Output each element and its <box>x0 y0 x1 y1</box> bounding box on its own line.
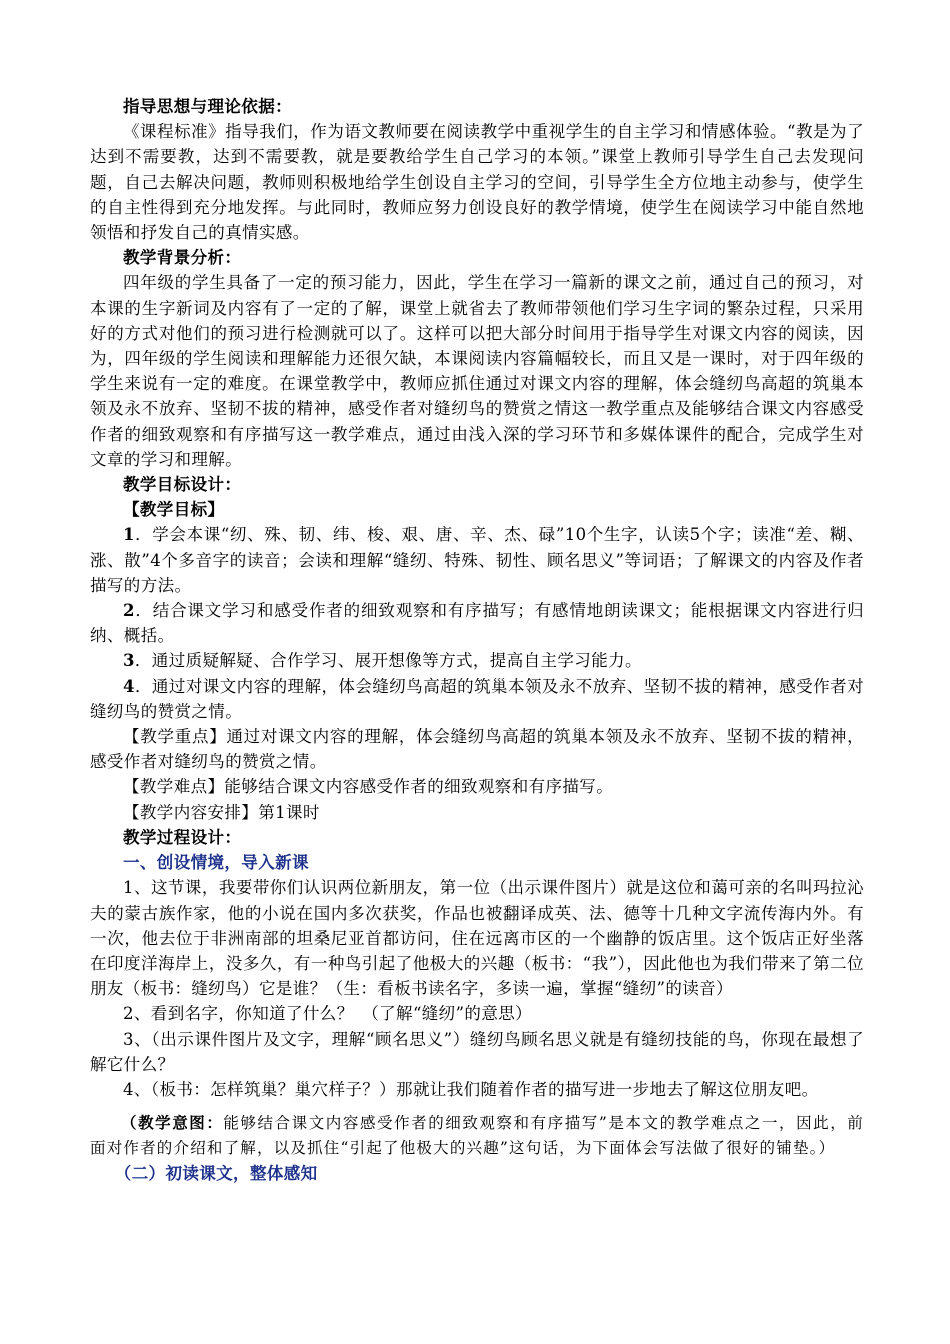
intent-text: 能够结合课文内容感受作者的细致观察和有序描写”是本文的教学难点之一，因此，前面对作者的介绍和了解，以及抓住“引起了他极大的兴趣”这句话，为下面体会写法做了很好的铺垫。） <box>90 1114 864 1158</box>
step1-heading: 一、创设情境，导入新课 <box>123 853 309 873</box>
goal-item-3 <box>90 648 864 673</box>
goal-number: 2 <box>123 601 135 621</box>
step1-paragraph-4: 4、（板书：怎样筑巢？巢穴样子？）那就让我们随着作者的描写进一步地去了解这位朋友吧。 <box>123 1079 819 1099</box>
goal-number: 1 <box>123 525 135 545</box>
arrangement-paragraph: 【教学内容安排】第1课时 <box>123 802 320 822</box>
guiding-paragraph: 《课程标准》指导我们，作为语文教师要在阅读教学中重视学生的自主学习和情感体验。“教是为了达到不需要教，达到不需要教，就是要教给学生自己学习的本领。”课堂上教师引导学生自己去发现问题，自己去解决问题，教师则积极地给学生创设自主学习的空间，引导学生全方位地主动参与，使学生的自主性得到充分地发挥。与此同时，教师应努力创设良好的教学情境，使学生在阅读学习中能自然地领悟和抒发自己的真情实感。 <box>90 122 864 243</box>
step2-heading: （二）初读课文，整体感知 <box>114 1164 318 1184</box>
teaching-intent-note <box>90 1110 864 1161</box>
goal-text: ．学会本课“纫、殊、韧、纬、梭、艰、唐、辛、杰、碌”10个生字，认读5个字；读准“差、糊、涨、散”4个多音字的读音；会读和理解“缝纫、特殊、韧性、顾名思义”等词语；了解课文的内容及作者描写的方法。 <box>90 525 864 595</box>
goal-item-2 <box>90 598 864 648</box>
step1-paragraph-2: 2、看到名字，你知道了什么？ （了解“缝纫”的意思） <box>123 1004 533 1024</box>
process-heading: 教学过程设计： <box>123 827 242 847</box>
goals-heading: 教学目标设计： <box>123 475 242 495</box>
background-paragraph: 四年级的学生具备了一定的预习能力，因此，学生在学习一篇新的课文之前，通过自己的预习，对本课的生字新词及内容有了一定的了解，课堂上就省去了教师带领他们学习生字词的繁杂过程，只采用好的方式对他们的预习进行检测就可以了。这样可以把大部分时间用于指导学生对课文内容的阅读，因为，四年级的学生阅读和理解能力还很欠缺，本课阅读内容篇幅较长，而且又是一课时，对于四年级的学生来说有一定的难度。在课堂教学中，教师应抓住通过对课文内容的理解，体会缝纫鸟高超的筑巢本领及永不放弃、坚韧不拔的精神，感受作者对缝纫鸟的赞赏之情这一教学重点及能够结合课文内容感受作者的细致观察和有序描写这一教学难点，通过由浅入深的学习环节和多媒体课件的配合，完成学生对文章的学习和理解。 <box>90 273 864 469</box>
key-point-paragraph: 【教学重点】通过对课文内容的理解，体会缝纫鸟高超的筑巢本领及永不放弃、坚韧不拔的精神，感受作者对缝纫鸟的赞赏之情。 <box>90 727 864 772</box>
difficulty-paragraph: 【教学难点】能够结合课文内容感受作者的细致观察和有序描写。 <box>123 777 614 797</box>
intent-label: （教学意图： <box>121 1113 224 1133</box>
goal-text: ．通过对课文内容的理解，体会缝纫鸟高超的筑巢本领及永不放弃、坚韧不拔的精神，感受作者对缝纫鸟的赞赏之情。 <box>90 676 864 721</box>
goal-number: 3 <box>123 651 135 671</box>
guiding-heading: 指导思想与理论依据： <box>123 97 292 116</box>
background-heading: 教学背景分析： <box>123 248 242 268</box>
goal-item-1 <box>90 522 864 598</box>
step1-paragraph-1: 1、这节课，我要带你们认识两位新朋友，第一位（出示课件图片）就是这位和蔼可亲的名叫玛拉沁夫的蒙古族作家，他的小说在国内多次获奖，作品也被翻译成英、法、德等十几种文字流传海内外。有一次，他去位于非洲南部的坦桑尼亚首都访问，住在远离市区的一个幽静的饭店里。这个饭店正好坐落在印度洋海岸上，没多久，有一种鸟引起了他极大的兴趣（板书：“我”），因此他也为我们带来了第二位朋友（板书：缝纫鸟）它是谁？（生：看板书读名字，多读一遍，掌握“缝纫”的读音） <box>90 878 864 999</box>
goal-text: ．通过质疑解疑、合作学习、展开想像等方式，提高自主学习能力。 <box>134 651 642 671</box>
goal-text: ．结合课文学习和感受作者的细致观察和有序描写；有感情地朗读课文；能根据课文内容进行归纳、概括。 <box>90 601 864 646</box>
goal-item-4 <box>90 674 864 724</box>
goal-number: 4 <box>123 676 135 696</box>
document-page <box>90 94 864 1186</box>
step1-paragraph-3: 3、（出示课件图片及文字，理解“顾名思义”）缝纫鸟顾名思义就是有缝纫技能的鸟，你现在最想了解它什么？ <box>90 1029 864 1074</box>
goals-subheading: 【教学目标】 <box>123 500 225 520</box>
